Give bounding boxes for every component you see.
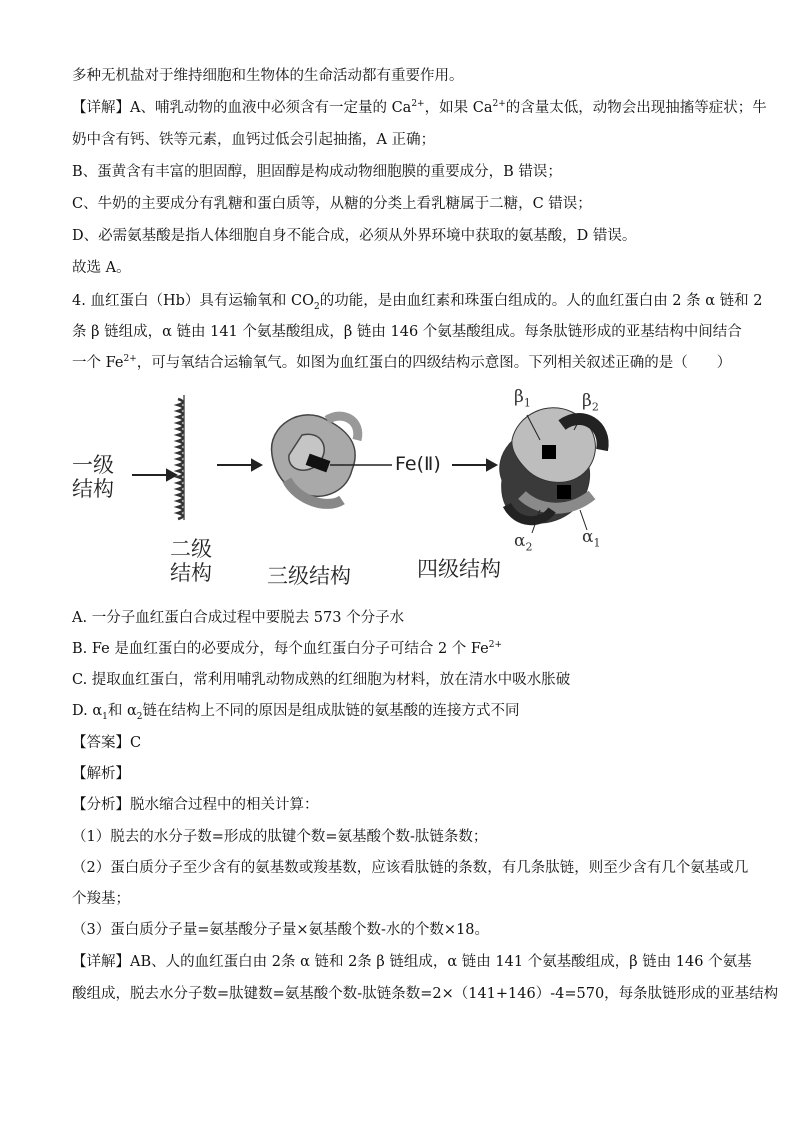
- text-line: 【详解】AB、人的血红蛋白由 2条 α 链和 2条 β 链组成，α 链由 141 个氨基酸组成，β 链由 146 个氨基: [72, 954, 752, 970]
- secondary-structure-label: 二级 结构: [170, 537, 212, 585]
- tertiary-structure-label: 三级结构: [267, 564, 351, 588]
- text-line: 酸组成，脱去水分子数=肽键数=氨基酸个数-肽链条数=2×（141+146）-4=570，每条肽链形成的亚基结构: [72, 986, 779, 1002]
- alpha1-label: $\alpha_1$: [582, 527, 601, 550]
- beta1-label: $\beta_1$: [514, 387, 531, 410]
- answer-line: [72, 733, 734, 753]
- text-line: 【详解】A、哺乳动物的血液中必须含有一定量的 $Ca^{2+}$，如果 $Ca^{2+}$的含量太低，动物会出现抽搐等症状；牛: [72, 99, 767, 116]
- analysis-heading: 【解析】: [72, 766, 130, 782]
- text-line: 奶中含有钙、铁等元素，血钙过低会引起抽搐，A 正确；: [72, 132, 436, 148]
- option-a: A. 一分子血红蛋白合成过程中要脱去 573 个分子水: [72, 610, 405, 626]
- figure-drawing: [62, 385, 662, 590]
- text-line: 【分析】脱水缩合过程中的相关计算：: [72, 797, 319, 813]
- text-line: B、蛋黄含有丰富的胆固醇，胆固醇是构成动物细胞膜的重要成分，B 错误；: [72, 164, 562, 180]
- question-stem: 4. 血红蛋白（Hb）具有运输氧和 $CO_2$的功能，是由血红素和珠蛋白组成的。人的血红蛋白由 2 条 α 链和 2: [72, 293, 763, 312]
- option-c: C. 提取血红蛋白，常利用哺乳动物成熟的红细胞为材料，放在清水中吸水胀破: [72, 672, 571, 688]
- section-tag: 【详解】: [72, 100, 130, 116]
- text-line: 个羧基；: [72, 891, 130, 907]
- text-line: （1）脱去的水分子数=形成的肽键个数=氨基酸个数-肽链条数；: [72, 829, 488, 845]
- text-line: 多种无机盐对于维持细胞和生物体的生命活动都有重要作用。: [72, 68, 464, 84]
- answer-value: C: [130, 735, 142, 751]
- answer-tag: 【答案】: [72, 735, 130, 751]
- alpha2-label: $\alpha_2$: [514, 531, 533, 554]
- text-line: C、牛奶的主要成分有乳糖和蛋白质等，从糖的分类上看乳糖属于二糖，C 错误；: [72, 196, 592, 212]
- quaternary-structure-label: 四级结构: [417, 557, 501, 581]
- text-line: （2）蛋白质分子至少含有的氨基数或羧基数，应该看肽链的条数，有几条肽链，则至少含有几个氨基或几: [72, 860, 749, 876]
- question-stem: 条 β 链组成，α 链由 141 个氨基酸组成，β 链由 146 个氨基酸组成。每条肽链形成的亚基结构中间结合: [72, 324, 742, 340]
- hemoglobin-structure-figure: [62, 385, 662, 590]
- question-stem: 一个 $Fe^{2+}$，可与氧结合运输氧气。如图为血红蛋白的四级结构示意图。下列相关叙述正确的是（ ）: [72, 354, 732, 371]
- text-line: D、必需氨基酸是指人体细胞自身不能合成，必须从外界环境中获取的氨基酸，D 错误。: [72, 228, 637, 244]
- option-d: D. $\alpha_1$和 $\alpha_2$链在结构上不同的原因是组成肽链的氨基酸的连接方式不同: [72, 703, 520, 722]
- fe-label: Fe(Ⅱ): [395, 453, 441, 475]
- text-line: （3）蛋白质分子量=氨基酸分子量×氨基酸个数-水的个数×18。: [72, 922, 490, 938]
- beta2-label: $\beta_2$: [582, 391, 599, 414]
- primary-structure-label: 一级 结构: [72, 453, 114, 501]
- text-line: 故选 A。: [72, 260, 131, 276]
- option-b: B. Fe 是血红蛋白的必要成分，每个血红蛋白分子可结合 2 个 $Fe^{2+}$: [72, 640, 503, 657]
